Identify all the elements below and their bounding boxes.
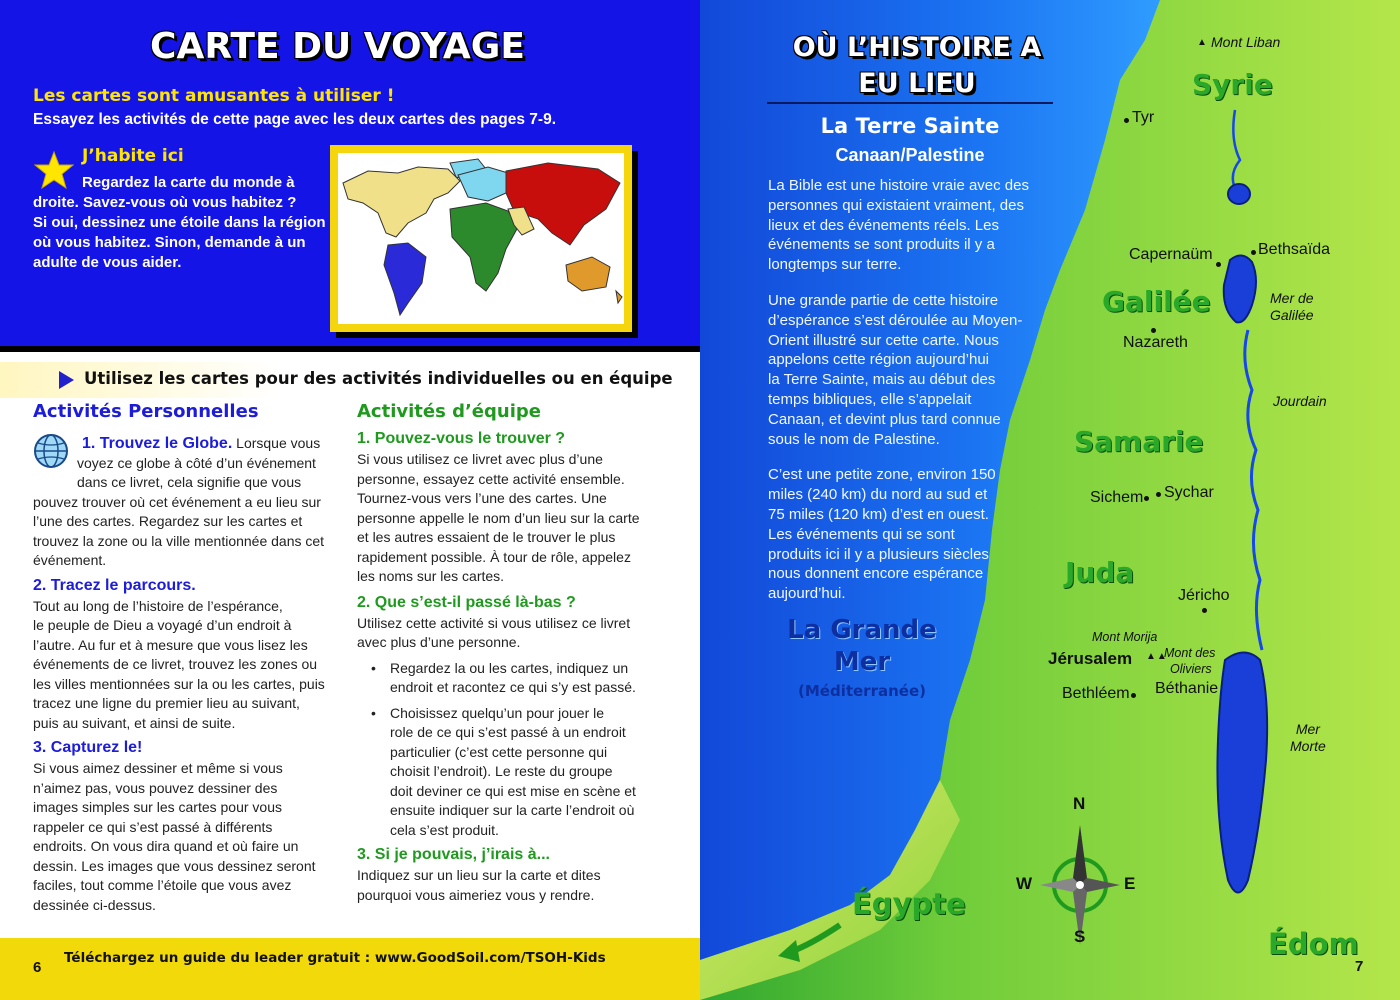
body-text: endroits. On vous dira quand et où faire un — [33, 838, 299, 854]
paragraph-line: temps bibliques, elle s’appelait — [768, 390, 972, 408]
body-text: dessin. Les images que vous dessinez seront — [33, 857, 316, 874]
city-dot — [1202, 608, 1207, 613]
place-nazareth: Nazareth — [1123, 334, 1188, 351]
place-mont-oliviers: Mont des Oliviers — [1164, 646, 1216, 676]
compass-south: S — [1074, 927, 1086, 946]
paragraph-line: miles (240 km) du nord au sud et — [768, 486, 988, 504]
body-text: Utilisez cette activité si vous utilisez ce livret — [357, 614, 631, 631]
step-title: 1. Pouvez-vous le trouver ? — [357, 430, 566, 447]
city-dot — [1156, 492, 1161, 497]
body-text: voyez ce globe à côté d’un événement — [77, 454, 316, 471]
south-america-shape — [384, 243, 426, 315]
paragraph-line: appelons cette région aujourd’hui — [768, 351, 989, 369]
body-text: Si vous utilisez ce livret avec plus d’une — [357, 451, 603, 467]
city-dot — [1144, 496, 1149, 501]
intro-heading: Les cartes sont amusantes à utiliser ! — [33, 86, 395, 106]
body-text: Lorsque vous — [236, 435, 321, 451]
body-text: les villes mentionnées sur la ou les cartes, puis — [33, 675, 325, 692]
star-text-line: où vous habitez. Sinon, demande à un — [33, 234, 306, 251]
body-text: personne appelle le nom d’un lieu sur la carte — [357, 509, 640, 526]
region-galilee: Galilée — [1102, 285, 1211, 318]
australia-shape — [566, 257, 610, 291]
page-title: CARTE DU VOYAGE — [150, 26, 525, 67]
body-text: tracez une ligne du premier lieu au suivant, — [33, 695, 300, 711]
place-mont-morija: Mont Morija — [1092, 630, 1158, 644]
body-text: rapidement possible. À tour de rôle, appelez — [357, 548, 631, 565]
place-bethanie: Béthanie — [1155, 680, 1219, 697]
star-text-line: Si oui, dessinez une étoile dans la région — [33, 214, 326, 231]
place-sichem: Sichem — [1090, 489, 1144, 506]
north-america-shape — [343, 167, 460, 237]
place-mont-liban: Mont Liban — [1211, 34, 1281, 50]
page-number: 6 — [33, 959, 42, 976]
sea-sublabel: (Méditerranée) — [798, 682, 926, 700]
body-text: puis au suivant, et ainsi de suite. — [33, 714, 236, 731]
body-text: pourquoi vous aimeriez vous y rendre. — [357, 886, 595, 903]
bullet-item: • Regardez la ou les cartes, indiquez un endroit et racontez ce qui s’y est passé. — [357, 659, 657, 698]
paragraph-line: C’est une petite zone, environ 150 — [768, 466, 996, 484]
paragraph-line: Orient illustré sur cette carte. Nous — [768, 331, 999, 349]
body-text: événement. — [33, 552, 107, 568]
body-text: Si vous aimez dessiner et même si vous — [33, 760, 283, 776]
body-text: personne, essayez cette activité ensemble. — [357, 470, 625, 487]
city-dot — [1216, 262, 1221, 267]
bullet-item: • Choisissez quelqu’un pour jouer le role de ce qui s’est passé à un endroit particulier (c’est cette personne qui choisit l’endroit). Le reste du groupe doit deviner ce qui est mise en scène et ensuite indiquer sur la carte l’endroit où cela s’est produit. — [357, 704, 657, 841]
intro-text: Essayez les activités de cette page avec les deux cartes des pages 7-9. — [33, 111, 556, 128]
paragraph-line: Les événements qui se sont — [768, 525, 955, 543]
paragraph-line: nous donnent encore espérance — [768, 565, 984, 583]
place-capernaum: Capernaüm — [1129, 246, 1213, 263]
star-icon — [34, 150, 74, 190]
paragraph-line: Une grande partie de cette histoire — [768, 291, 999, 309]
star-heading: J’habite ici — [82, 146, 184, 166]
body-text: trouvez la zone ou la ville mentionnée dans cet — [33, 532, 325, 549]
step-title: 3. Si je pouvais, j’irais à... — [357, 846, 550, 863]
step-title: 3. Capturez le! — [33, 739, 143, 756]
sea-label: La Grande Mer — [787, 615, 937, 677]
map-title: OÙ L’HISTOIRE A EU LIEU — [792, 32, 1042, 99]
city-dot — [1124, 118, 1129, 123]
holy-land-map — [700, 0, 1400, 1000]
step-title: 1. Trouvez le Globe. — [82, 435, 233, 452]
paragraph-line: 75 miles (120 km) d’est en ouest. — [768, 505, 989, 523]
compass-west: W — [1016, 874, 1033, 893]
mountain-icon: ▲ — [1197, 37, 1207, 48]
body-text: avec plus d’une personne. — [357, 634, 521, 650]
body-text: les noms sur les cartes. — [357, 568, 505, 584]
body-text: dans ce livret, cela signifie que vous — [77, 474, 302, 490]
paragraph-line: Canaan, et devint plus tard connue — [768, 410, 1001, 428]
place-jourdain: Jourdain — [1273, 393, 1327, 409]
map-subtitle: La Terre Sainte — [820, 114, 1000, 138]
star-text-line: Regardez la carte du monde à — [82, 174, 295, 191]
personal-heading: Activités Personnelles — [33, 401, 259, 422]
mountain-icon: ▲▲ — [1146, 651, 1168, 662]
world-map — [330, 145, 632, 332]
paragraph-line: la Terre Sainte, mais au début des — [768, 371, 996, 389]
team-heading: Activités d’équipe — [357, 401, 541, 422]
place-jericho: Jéricho — [1178, 587, 1230, 604]
paragraph-line: événements se sont produits il y a — [768, 236, 995, 254]
body-text: l’une des cartes. Regardez sur les cartes et — [33, 513, 303, 529]
city-dot — [1251, 250, 1256, 255]
compass-north: N — [1073, 794, 1086, 813]
body-text: images simples sur les cartes pour vous — [33, 799, 282, 815]
region-samarie: Samarie — [1074, 425, 1204, 458]
place-bethsaida: Bethsaïda — [1258, 241, 1331, 258]
footer-bar — [0, 938, 700, 1000]
region-egypte: Égypte — [852, 887, 966, 921]
body-text: Tournez-vous vers l’une des cartes. Une — [357, 490, 607, 506]
body-text: faciles, tout comme l’étoile que vous avez — [33, 877, 292, 893]
region-edom: Édom — [1268, 927, 1359, 961]
step-title: 2. Tracez le parcours. — [33, 576, 196, 594]
paragraph-line: produits ici il y a plusieurs siècles — [768, 545, 989, 563]
footer-text[interactable]: Téléchargez un guide du leader gratuit : www.GoodSoil.com/TSOH-Kids — [64, 950, 606, 966]
body-text: rappeler ce qui s’est passé à différents — [33, 818, 273, 835]
banner-text: Utilisez les cartes pour des activités individuelles ou en équipe — [84, 369, 673, 388]
body-text: événements de ce livret, trouvez les zones ou — [33, 656, 318, 672]
city-dot — [1131, 693, 1136, 698]
body-text: et les autres essaient de le trouver le plus — [357, 529, 616, 545]
body-text: pouvez trouver où cet événement a eu lieu sur — [33, 493, 321, 510]
step-title: 2. Que s’est-il passé là-bas ? — [357, 593, 576, 611]
paragraph-line: lieux et des événements réels. Les — [768, 216, 999, 234]
place-jerusalem: Jérusalem — [1048, 649, 1133, 668]
compass-east: E — [1124, 874, 1136, 893]
arrow-right-icon — [57, 370, 75, 390]
place-mer-galilee: Mer de Galilée — [1270, 290, 1314, 323]
paragraph-line: La Bible est une histoire vraie avec des — [768, 177, 1029, 194]
place-bethleem: Bethléem — [1062, 685, 1130, 702]
page-number: 7 — [1355, 958, 1364, 975]
place-mer-morte: Mer Morte — [1290, 721, 1326, 754]
paragraph-line: personnes qui existaient vraiment, des — [768, 196, 1024, 214]
paragraph-line: d’espérance s’est déroulée au Moyen- — [768, 311, 1023, 329]
body-text: n’aimez pas, vous pouvez dessiner des — [33, 779, 278, 796]
body-text: l’autre. Au fur et à mesure que vous lisez les — [33, 636, 308, 653]
body-text: Tout au long de l’histoire de l’espérance, — [33, 597, 283, 614]
paragraph-line: sous le nom de Palestine. — [768, 430, 940, 448]
place-sychar: Sychar — [1164, 484, 1214, 501]
lake-huleh-shape — [1228, 184, 1250, 204]
body-text: dessinée ci-dessus. — [33, 896, 156, 913]
region-juda: Juda — [1065, 556, 1135, 589]
body-text: le peuple de Dieu a voyagé d’un endroit à — [33, 617, 292, 633]
star-text-line: adulte de vous aider. — [33, 254, 182, 271]
map-subtitle-2: Canaan/Palestine — [835, 145, 985, 165]
city-dot — [1151, 328, 1156, 333]
body-text: Indiquez sur un lieu sur la carte et dites — [357, 867, 601, 883]
region-syrie: Syrie — [1192, 68, 1273, 101]
paragraph-line: longtemps sur terre. — [768, 256, 902, 274]
place-tyr: Tyr — [1132, 109, 1155, 126]
star-text-line: droite. Savez-vous où vous habitez ? — [33, 194, 297, 211]
africa-shape — [450, 203, 518, 291]
paragraph-line: aujourd’hui. — [768, 585, 846, 603]
